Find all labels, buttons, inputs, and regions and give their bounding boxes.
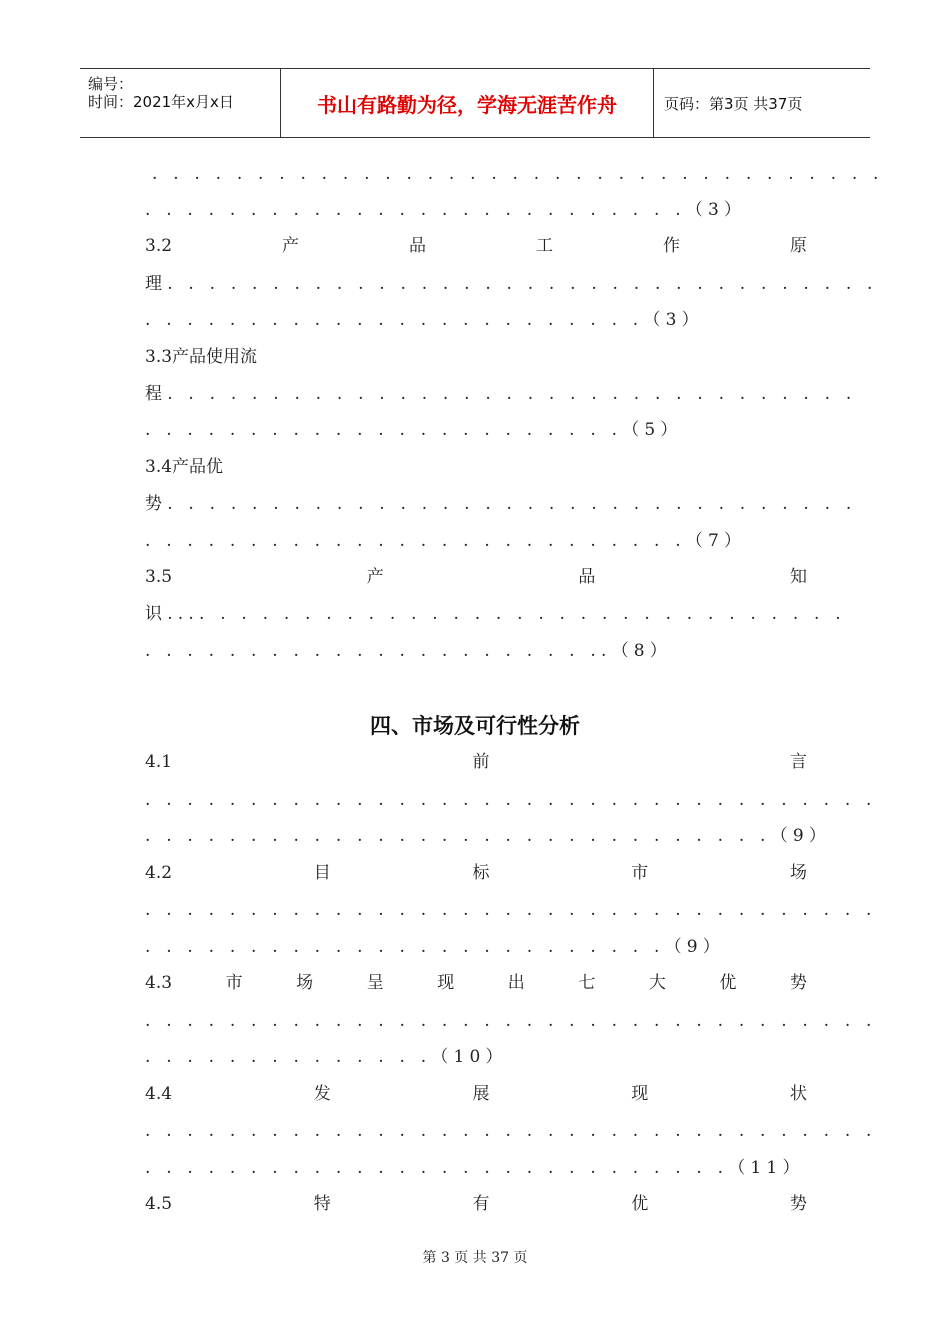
header-motto: 书山有路勤为径，学海无涯苦作舟 [281,69,654,137]
toc-word: 七 [578,973,596,993]
toc-word: 3.5 [145,567,173,587]
toc-word: 特 [313,1194,331,1214]
toc-line: 识.... . . . . . . . . . . . . . . . . . . . . . . . . . . . . . . [145,604,846,624]
toc-word: 场 [789,863,807,883]
toc-word: 市 [631,863,649,883]
toc-word: 原 [789,236,807,256]
toc-word: 优 [719,973,737,993]
toc-line: . . . . . . . . . . . . . . . . . . . . . . . . . .（7） [145,531,747,551]
toc-word: 目 [313,863,331,883]
toc-word: 有 [472,1194,490,1214]
toc-line: . . . . . . . . . . . . . . . . . . . . . ..（8） [145,641,672,661]
toc-word: 品 [578,567,596,587]
toc-line: . . . . . . . . . . . . . . . . . . . . . . . . . . . . . . . . . . . [145,1121,877,1141]
toc-entry-3-2 [145,234,807,258]
toc-entry-4-1 [145,750,807,774]
toc-word: 发 [313,1084,331,1104]
toc-word: 4.5 [145,1194,173,1214]
toc-line: . . . . . . . . . . . . . .（10） [145,1047,508,1067]
toc-entry-4-2 [145,861,807,885]
toc-word: 市 [225,973,243,993]
toc-word: 大 [648,973,666,993]
number-label: 编号： [88,75,134,93]
toc-word: 现 [437,973,455,993]
toc-entry-3-5 [145,565,807,589]
toc-line: . . . . . . . . . . . . . . . . . . . . . . . . . . . . . .（9） [145,826,832,846]
toc-word: 工 [536,236,553,256]
toc-word: 状 [789,1084,807,1104]
toc-entry-4-3 [145,971,807,995]
toc-line: . . . . . . . . . . . . . . . . . . . . . . . . . . . . . . . . . . . [145,790,877,810]
toc-line: 理. . . . . . . . . . . . . . . . . . . . . . . . . . . . . . . . . . [145,274,878,294]
toc-word: 4.1 [145,752,173,772]
toc-line: . . . . . . . . . . . . . . . . . . . . . . . . . . . .（11） [145,1158,805,1178]
toc-word: 场 [296,973,314,993]
header-page-info: 页码：第3页 共37页 [664,94,803,113]
toc-word: 产 [366,567,384,587]
time-label: 时间：2021年x月x日 [88,93,234,111]
toc-line: . . . . . . . . . . . . . . . . . . . . . . . . . .（3） [145,200,747,220]
toc-word: 品 [409,236,427,256]
toc-word: 4.3 [145,973,173,993]
toc-word: 展 [472,1084,490,1104]
toc-word: 势 [789,1194,807,1214]
toc-word: 4.4 [145,1084,173,1104]
toc-word: 优 [631,1194,649,1214]
toc-word: 标 [472,863,490,883]
toc-word: 言 [789,752,807,772]
toc-word: 3.2 [145,236,173,256]
toc-word: 知 [789,567,807,587]
toc-word: 前 [472,752,490,772]
toc-line: 势. . . . . . . . . . . . . . . . . . . . . . . . . . . . . . . . . [145,494,857,514]
toc-line: . . . . . . . . . . . . . . . . . . . . . . .（5） [145,420,683,440]
toc-line: . . . . . . . . . . . . . . . . . . . . . . . . . . . . . . . . . . . [145,1011,877,1031]
toc-line: . . . . . . . . . . . . . . . . . . . . . . . . .（9） [145,937,726,957]
page-footer: 第 3 页 共 37 页 [422,1250,528,1266]
toc-entry-3-3: 3.3产品使用流 [145,347,258,367]
toc-word: 作 [662,236,680,256]
page-header [80,68,870,138]
toc-word: 呈 [366,973,384,993]
toc-line: 程. . . . . . . . . . . . . . . . . . . . . . . . . . . . . . . . . [145,384,857,404]
toc-line: . . . . . . . . . . . . . . . . . . . . . . . .（3） [145,310,704,330]
toc-word: 势 [789,973,807,993]
toc-word: 现 [631,1084,649,1104]
toc-line: . . . . . . . . . . . . . . . . . . . . . . . . . . . . . . . . . . . [152,164,884,184]
toc-entry-3-4: 3.4产品优 [145,457,224,477]
header-meta-cell [80,69,281,137]
toc-word: 出 [507,973,525,993]
toc-entry-4-4 [145,1082,807,1106]
toc-line: . . . . . . . . . . . . . . . . . . . . . . . . . . . . . . . . . . . [145,900,877,920]
section-title: 四、市场及可行性分析 [370,714,580,738]
toc-word: 4.2 [145,863,173,883]
toc-entry-4-5 [145,1192,807,1216]
toc-word: 产 [282,236,300,256]
